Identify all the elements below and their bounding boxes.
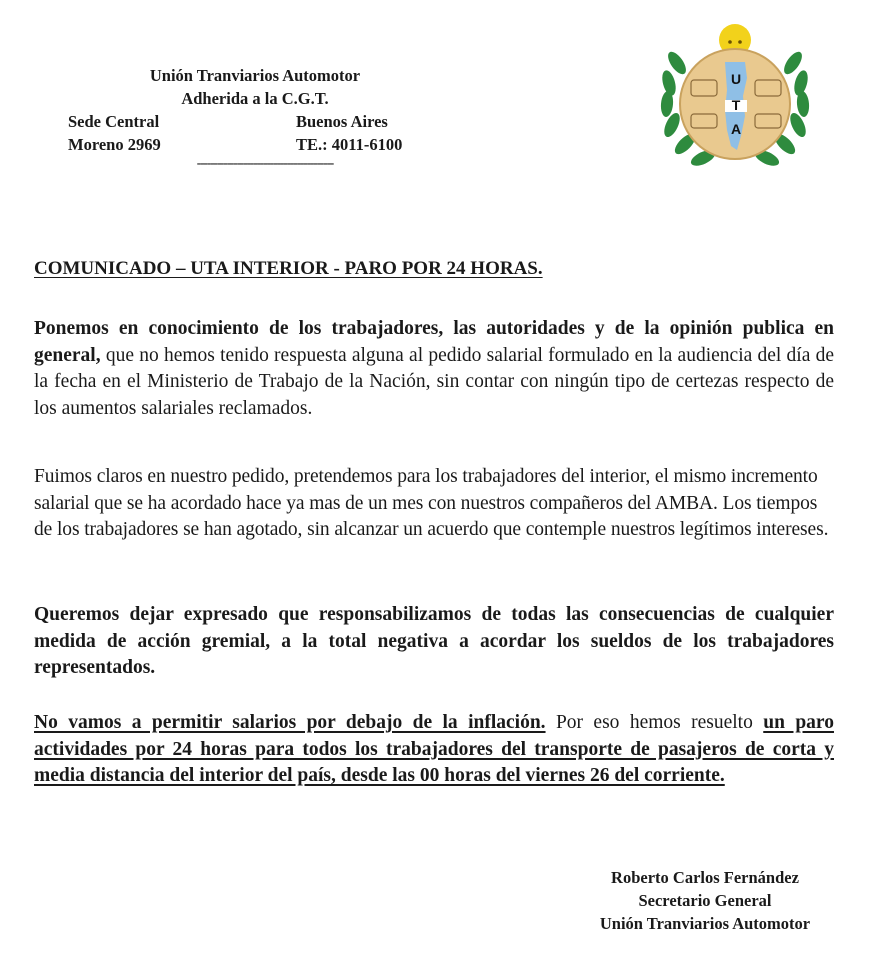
paragraph-1-lead: Ponemos en conocimiento de los trabajadores, las autoridades y de la opinión publica en general, xyxy=(34,318,834,366)
paragraph-3: Queremos dejar expresado que responsabilizamos de todas las consecuencias de cualquier medida de acción gremial, a la total negativa a acordar los sueldos de los trabajadores representados. xyxy=(34,604,834,678)
address-row-2 xyxy=(60,133,430,156)
svg-text:U: U xyxy=(730,71,742,87)
signature-block xyxy=(560,866,850,935)
svg-text:A: A xyxy=(730,121,742,137)
paragraph-2: Fuimos claros en nuestro pedido, pretendemos para los trabajadores del interior, el mismo incremento salarial que se ha acordado hace ya mas de un mes con nuestros compañeros del AMBA. Los tiempos de los trabajadores se han agotado, sin alcanzar un acuerdo que contemple nuestros legítimos intereses. xyxy=(34,466,829,540)
inflation-statement: No vamos a permitir salarios por debajo de la inflación. xyxy=(34,712,546,733)
phone: TE.: 4011-6100 xyxy=(296,135,403,154)
signatory-role: Secretario General xyxy=(638,891,772,910)
street-address: Moreno 2969 xyxy=(68,135,161,154)
svg-text:T: T xyxy=(731,97,741,113)
paragraph-4 xyxy=(34,710,834,790)
paragraph-4-connector: Por eso hemos resuelto xyxy=(545,712,764,733)
headquarters-label: Sede Central xyxy=(68,112,160,131)
org-name: Unión Tranviarios Automotor xyxy=(149,66,361,85)
signatory-name: Roberto Carlos Fernández xyxy=(611,868,799,887)
uta-emblem-icon xyxy=(655,18,815,178)
address-row-1 xyxy=(60,110,430,133)
affiliation: Adherida a la C.G.T. xyxy=(181,89,329,108)
city: Buenos Aires xyxy=(296,112,388,131)
letterhead xyxy=(60,64,430,170)
paragraph-1-body: que no hemos tenido respuesta alguna al pedido salarial formulado en la audiencia del día de la fecha en el Ministerio de Trabajo de la Nación, sin contar con ningún tipo de certezas respecto de los aumentos salariales reclamados. xyxy=(34,344,834,419)
divider: ----------------------------------------- xyxy=(196,155,334,170)
uta-logo xyxy=(655,18,815,178)
document-title: COMUNICADO – UTA INTERIOR - PARO POR 24 HORAS. xyxy=(34,258,543,279)
signatory-org: Unión Tranviarios Automotor xyxy=(599,914,811,933)
strike-announcement: un paro actividades por 24 horas para todos los trabajadores del transporte de pasajeros de corta y media distancia del interior del país, desde las 00 horas del viernes 26 del corriente. xyxy=(34,712,834,786)
paragraph-1 xyxy=(34,316,834,422)
